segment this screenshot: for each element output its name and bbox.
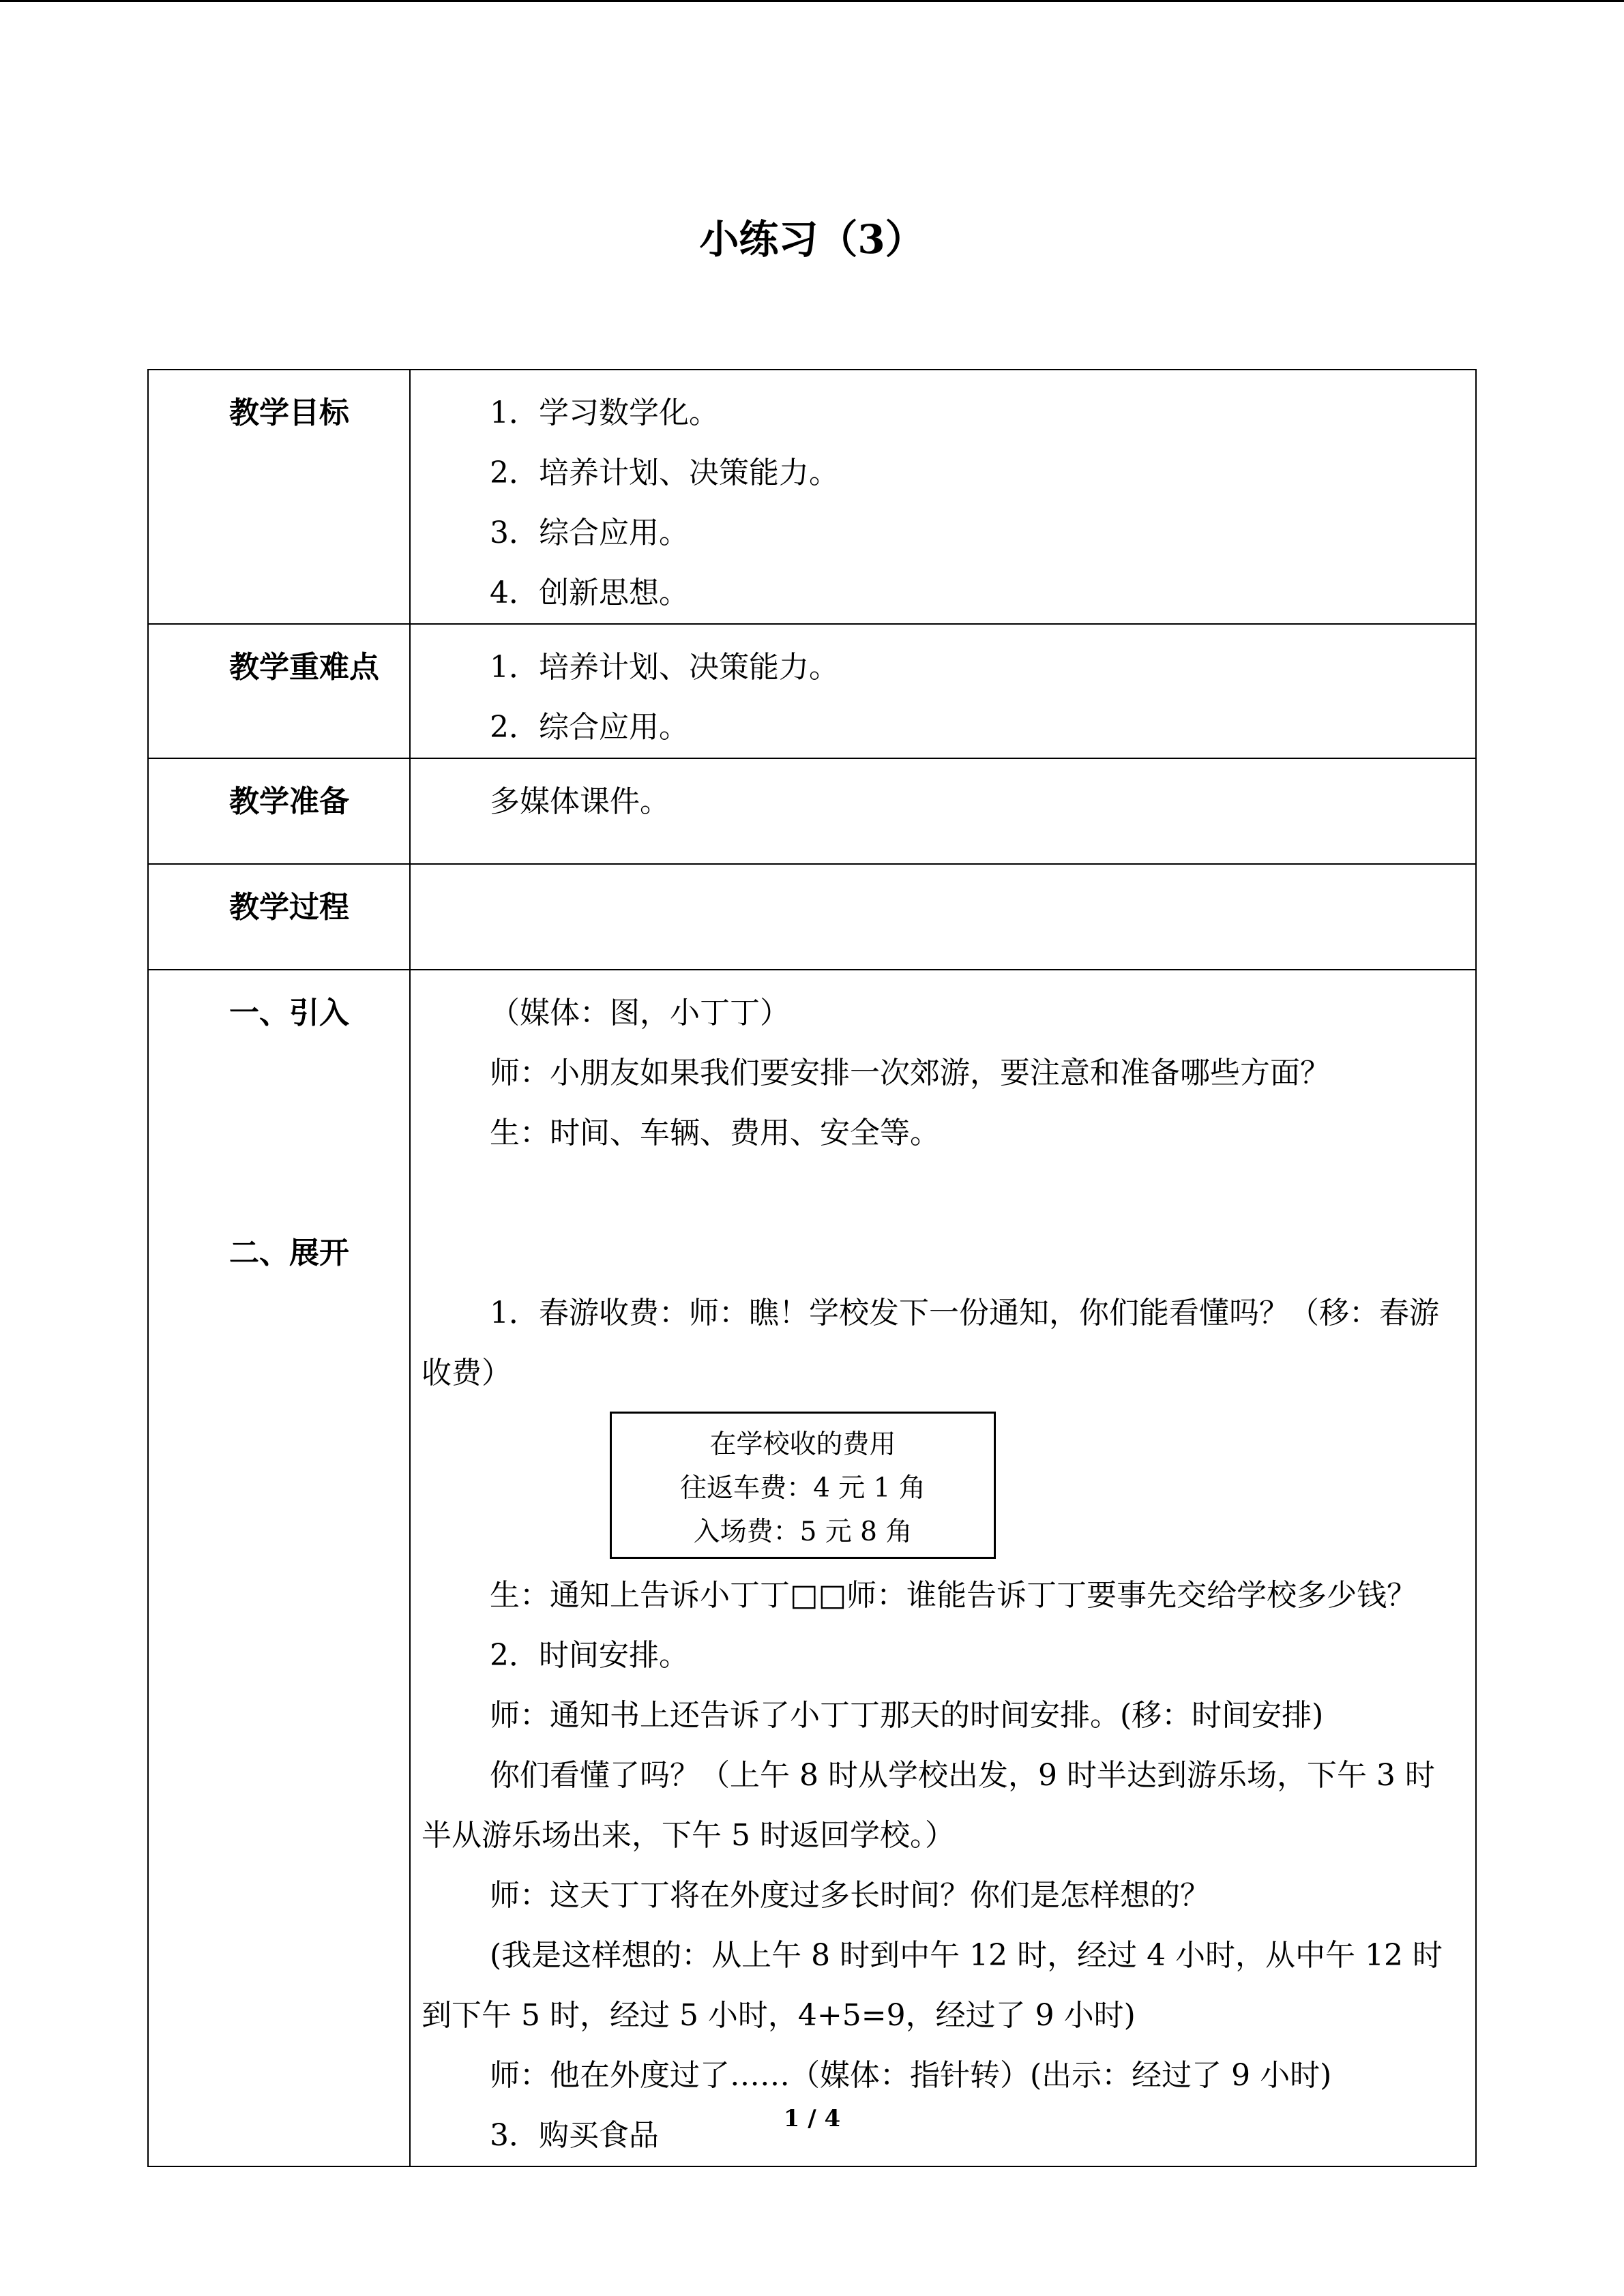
goals-label: 教学目标 [229, 396, 349, 430]
fee-box-bus-fare: 往返车费：4 元 1 角 [680, 1473, 926, 1504]
key-point-item: 1．培养计划、决策能力。 [490, 650, 839, 685]
develop-line: 师：通知书上还告诉了小丁丁那天的时间安排。(移：时间安排) [490, 1698, 1324, 1733]
develop-line: 3．购买食品 [490, 2118, 659, 2153]
key-points-row [148, 624, 1476, 758]
develop-line: 生：通知上告诉小丁丁□□师：谁能告诉丁丁要事先交给学校多少钱？ [490, 1578, 1417, 1613]
develop-line: 师：他在外度过了……（媒体：指针转）(出示：经过了 9 小时) [490, 2058, 1332, 2093]
goals-row [148, 370, 1476, 624]
preparation-content-cell [410, 758, 1476, 864]
goal-item: 2．培养计划、决策能力。 [490, 456, 839, 490]
process-detail-row [148, 970, 1476, 2166]
process-detail-cell [410, 970, 1476, 2166]
key-points-label: 教学重难点 [229, 650, 379, 685]
intro-line: 师：小朋友如果我们要安排一次郊游，要注意和准备哪些方面？ [490, 1056, 1330, 1090]
preparation-label-cell [148, 758, 410, 864]
intro-label: 一、引入 [229, 996, 349, 1030]
preparation-text: 多媒体课件。 [490, 784, 670, 819]
preparation-label: 教学准备 [229, 784, 349, 819]
intro-line: （媒体：图，小丁丁） [490, 996, 790, 1030]
goal-item: 3．综合应用。 [490, 516, 689, 550]
goal-item: 4．创新思想。 [490, 576, 689, 610]
goals-content-cell [410, 370, 1476, 624]
develop-line: (我是这样想的：从上午 8 时到中午 12 时，经过 4 小时，从中午 12 时到下午 5 时，经过 5 小时，4+5=9，经过了 9 小时) [422, 1938, 1443, 2033]
process-label: 教学过程 [229, 890, 349, 925]
key-points-label-cell [148, 624, 410, 758]
key-points-content-cell [410, 624, 1476, 758]
fee-notice-box [610, 1412, 996, 1559]
key-point-item: 2．综合应用。 [490, 710, 689, 745]
lesson-plan-table [147, 369, 1477, 2167]
fee-box-entry-fee: 入场费：5 元 8 角 [693, 1517, 913, 1547]
develop-line: 你们看懂了吗？（上午 8 时从学校出发，9 时半达到游乐场，下午 3 时半从游乐场出来，下午 5 时返回学校。） [422, 1758, 1435, 1853]
goals-label-cell [148, 370, 410, 624]
process-content-cell [410, 864, 1476, 970]
process-label-cell [148, 864, 410, 970]
develop-label: 二、展开 [229, 1236, 349, 1270]
page-number: 1 / 4 [783, 2105, 841, 2132]
develop-line: 2．时间安排。 [490, 1638, 689, 1673]
preparation-row [148, 758, 1476, 864]
stage-label-cell [148, 970, 410, 2166]
page-title: 小练习（3） [699, 216, 925, 263]
intro-line: 生：时间、车辆、费用、安全等。 [490, 1116, 940, 1150]
process-row [148, 864, 1476, 970]
top-border-line [0, 0, 1624, 2]
fee-box-title: 在学校收的费用 [709, 1429, 896, 1460]
goal-item: 1．学习数学化。 [490, 396, 719, 430]
develop-line: 1．春游收费：师：瞧！学校发下一份通知，你们能看懂吗？（移：春游收费） [422, 1296, 1439, 1390]
develop-line: 师：这天丁丁将在外度过多长时间？你们是怎样想的？ [490, 1878, 1210, 1913]
